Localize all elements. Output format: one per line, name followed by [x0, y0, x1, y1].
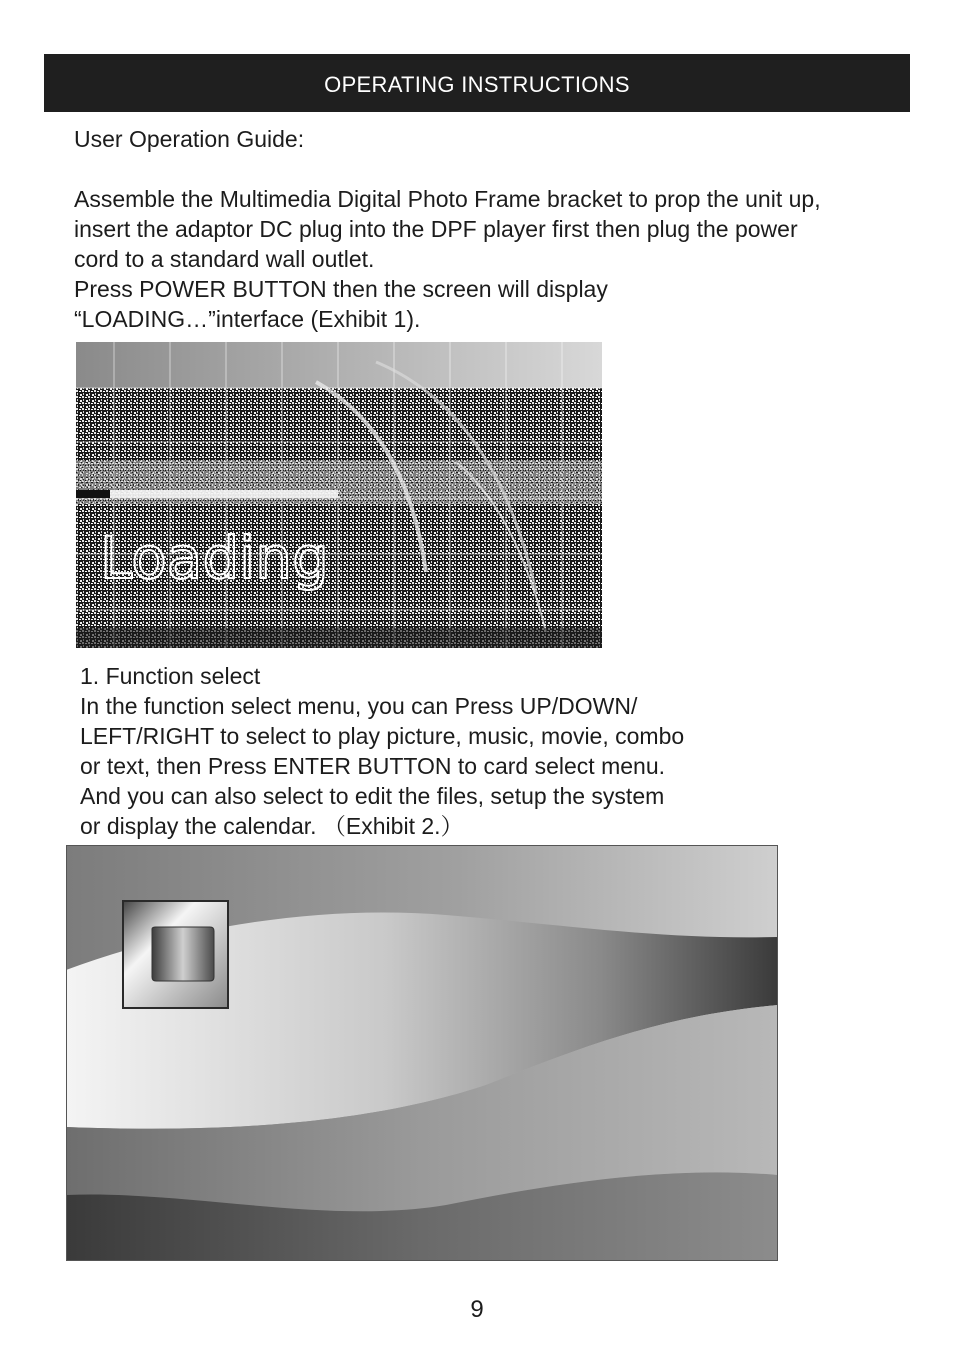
- intro-line: cord to a standard wall outlet.: [74, 246, 375, 272]
- loading-label: Loading: [100, 524, 329, 592]
- header-bar: [44, 54, 910, 112]
- intro-paragraph: [74, 184, 914, 334]
- page-number: 9: [470, 1296, 484, 1323]
- exhibit-1-loading-screen: [76, 342, 602, 648]
- function-select-line: or display the calendar. （Exhibit 2.）: [80, 813, 464, 839]
- function-select-line: 1. Function select: [80, 663, 261, 689]
- guide-title: User Operation Guide:: [74, 126, 305, 152]
- intro-line: Assemble the Multimedia Digital Photo Frame bracket to prop the unit up,: [74, 186, 821, 212]
- function-select-line: In the function select menu, you can Press UP/DOWN/: [80, 693, 638, 719]
- function-select-section: [80, 661, 780, 841]
- function-select-line: And you can also select to edit the files, setup the system: [80, 783, 665, 809]
- function-menu-image: [66, 845, 778, 1261]
- loading-screen-image: [76, 342, 602, 648]
- intro-line: insert the adaptor DC plug into the DPF player first then plug the power: [74, 216, 798, 242]
- page-title: OPERATING INSTRUCTIONS: [324, 72, 630, 97]
- exhibit-2-function-menu: [66, 845, 778, 1261]
- intro-line: Press POWER BUTTON then the screen will display: [74, 276, 608, 302]
- intro-line: “LOADING…”interface (Exhibit 1).: [74, 306, 421, 332]
- tv-icon[interactable]: [123, 901, 228, 1008]
- function-select-line: or text, then Press ENTER BUTTON to card select menu.: [80, 753, 665, 779]
- function-select-line: LEFT/RIGHT to select to play picture, music, movie, combo: [80, 723, 685, 749]
